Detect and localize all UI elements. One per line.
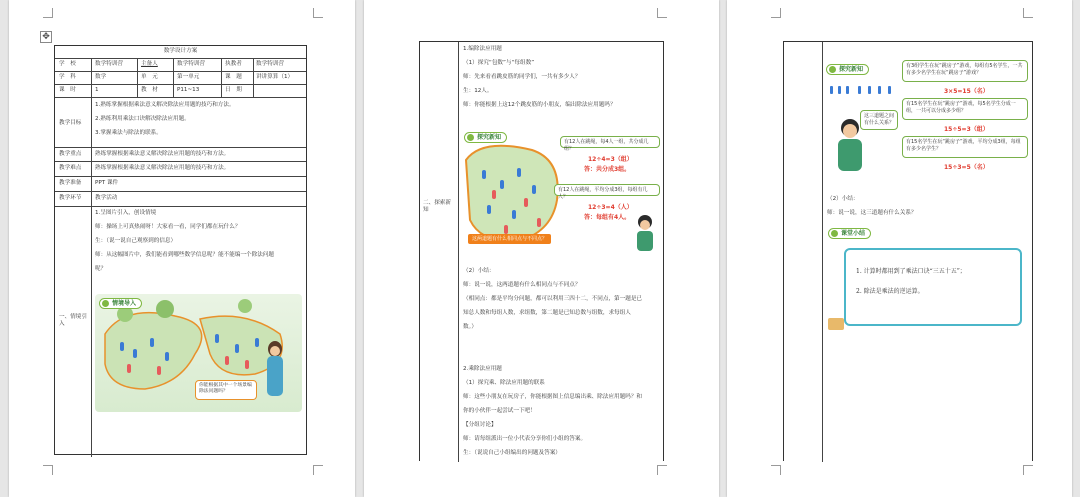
cell-label: 执教者 [225,61,242,67]
cell-value[interactable]: 数学特训营 [95,61,123,67]
equation-2: 15÷5=3（组） [944,126,989,133]
lesson-line: 1.呈图片引入，创设情境 [95,210,157,216]
cell-label: 主备人 [141,61,158,67]
summary-board [844,248,1022,326]
question-bubble-2: 有15名学生在玩“跳房子”游戏，每5名学生分成一组，一共可以分成多少组？ [902,98,1028,120]
image-tag-label: 探究新知 [477,134,502,141]
cell-label: 教 材 [141,87,158,93]
equation-1: 3×5=15（名） [944,88,989,95]
summary-point: 1. 计算时都用到了乘法口诀“三五十五”； [856,268,966,275]
page-3 [727,0,1072,497]
section-label: 二、探索新知 [423,200,451,213]
image-tag [828,228,871,239]
lesson-line: （相同点：都是平均分问题，都可以利用三四十二，不同点，第一题是已 [463,296,643,302]
cell-label: 课 时 [59,87,76,93]
image-tag [464,132,507,143]
lesson-table-continued [419,41,664,461]
books-icon [828,318,844,330]
goals-label: 教学目标 [59,120,82,126]
goal-item: 3.掌握乘法与除法的联系。 [95,130,162,136]
process-text: 教学活动 [95,195,118,201]
crop-mark [657,465,667,475]
image-tag-label: 情境导入 [112,300,137,307]
lesson-line: 数。） [463,324,477,330]
leaf-icon [102,300,109,307]
explore-image [462,130,662,250]
lesson-line: 师：先来看看跳皮筋的同学们，一共有多少人？ [463,74,581,80]
lesson-line: （2）小结： [463,268,495,274]
cell-value[interactable]: 讲讲算算（1） [256,74,294,80]
lesson-line: 呢？ [95,266,107,272]
cell-label: 单 元 [141,74,158,80]
leaf-icon [467,134,474,141]
image-tag [99,298,142,309]
crop-mark [43,465,53,475]
section-label: 一、情境引入 [59,314,87,327]
cell-value[interactable]: 数学特训营 [256,61,284,67]
page-2 [364,0,719,497]
cell-value[interactable]: 1 [95,87,99,93]
crop-mark [771,465,781,475]
cell-value[interactable]: 数学 [95,74,107,80]
cell-label: 学 科 [59,74,76,80]
cell-label: 学 校 [59,61,76,67]
key-label: 教学重点 [59,151,82,157]
lesson-line: （1）探究乘、除法应用题的联系 [463,380,545,386]
prep-text: PPT 课件 [95,180,119,186]
crop-mark [1023,465,1033,475]
cell-value[interactable]: P11~13 [177,87,200,93]
summary-point: 2. 除法是乘法的逆运算。 [856,288,924,295]
crop-mark [313,8,323,18]
crop-mark [1023,8,1033,18]
process-label: 教学环节 [59,195,82,201]
question-bubble-b: 有12人在跳绳，平均分成3组，每组有几人？ [554,184,660,196]
lesson-line: 师：从这幅图片中，我们能看到哪些数学信息呢？能不能编一个除法问题 [95,252,275,258]
cell-label: 日 期 [225,87,242,93]
lesson-line: 师：说一说，这两道题有什么相同点与不同点？ [463,282,581,288]
move-handle-icon[interactable]: ✥ [40,31,52,43]
scene-image [95,294,302,412]
image-tag-label: 课堂小结 [841,230,866,237]
lesson-line: 生：（说一说自己观察到的信息） [95,238,177,244]
lesson-line: 【分组讨论】 [463,422,497,428]
crop-mark [771,8,781,18]
lesson-line: 师：请每组派出一位小代表分享你们小组的答案。 [463,436,587,442]
crop-mark [657,8,667,18]
equation-3: 15÷3=5（名） [944,164,989,171]
lesson-line: 生：（说说自己小组编出的问题及答案） [463,450,561,456]
difficulty-label: 教学难点 [59,165,82,171]
image-tag-label: 探究新知 [839,66,864,73]
lesson-table-continued [783,41,1033,461]
table-title: 数学设计方案 [163,48,198,54]
cell-value[interactable]: 第一单元 [177,74,200,80]
lesson-line: 师：操场上可真热闹呀！大家看一看，同学们都在玩什么？ [95,224,241,230]
question-bubble-1: 有3组学生在玩“跳房子”游戏，每组有5名学生，一共有多少名学生在玩“跳房子”游戏？ [902,60,1028,82]
leaf-icon [831,230,838,237]
image-bubble: 你能根据其中一个场景编除法问题吗？ [195,380,257,400]
answer-b: 答：每组有4人。 [584,214,631,221]
leaf-icon [829,66,836,73]
equation-b: 12÷3=4（人） [588,204,633,211]
key-text: 熟练掌握根据乘法意义解决除法应用题的技巧和方法。 [95,151,230,157]
prep-label: 教学准备 [59,180,82,186]
summary-label: （2）小结： [827,196,859,202]
lesson-line: 2.乘除法应用题 [463,366,502,372]
kid-bubble: 这三道题之间有什么关系？ [860,110,898,130]
cell-label: 课 题 [225,74,242,80]
question-bubble-3: 有15名学生在玩“跳房子”游戏，平均分成3组，每组有多少名学生？ [902,136,1028,158]
equation-a: 12÷4=3（组） [588,156,633,163]
lesson-line: 生：12人。 [463,88,493,94]
image-tag [826,64,869,75]
explore-image-2 [824,58,1030,174]
answer-a: 答：共分成3组。 [584,166,631,173]
crop-mark [313,465,323,475]
goal-item: 2.熟练利用乘法口诀解决除法应用题。 [95,116,190,122]
question-bubble-a: 有12人在跳绳，每4人一组，共分成几组？ [560,136,660,148]
goal-item: 1.熟练掌握根据乘法意义解决除法应用题的技巧和方法。 [95,102,235,108]
class-summary-image [826,226,1026,338]
lesson-line: 师：你能根据上这12个跳皮筋的小朋友，编出除法应用题吗？ [463,102,616,108]
lesson-line: 1.编除法应用题 [463,46,502,52]
cell-value[interactable]: 数学特训营 [177,61,205,67]
lesson-plan-table [54,45,307,455]
difficulty-text: 熟练掌握根据乘法意义解决除法应用题的技巧和方法。 [95,165,230,171]
crop-mark [43,8,53,18]
lesson-line: 师：这些小朋友在玩房子，你能根据图上信息编出乘、除法应用题吗？和 [463,394,643,400]
lesson-line: 知总人数和每组人数，求组数，第二题是已知总数与组数，求每组人 [463,310,631,316]
lesson-line: （1）探究“包数”与“每组数” [463,60,535,66]
page-1 [9,0,355,497]
question-banner: 这两道题有什么相同点与不同点？ [468,234,551,244]
lesson-line: 你的小伙伴一起尝试一下吧！ [463,408,536,414]
summary-question: 师：说一说，这三道题有什么关系？ [827,210,917,216]
